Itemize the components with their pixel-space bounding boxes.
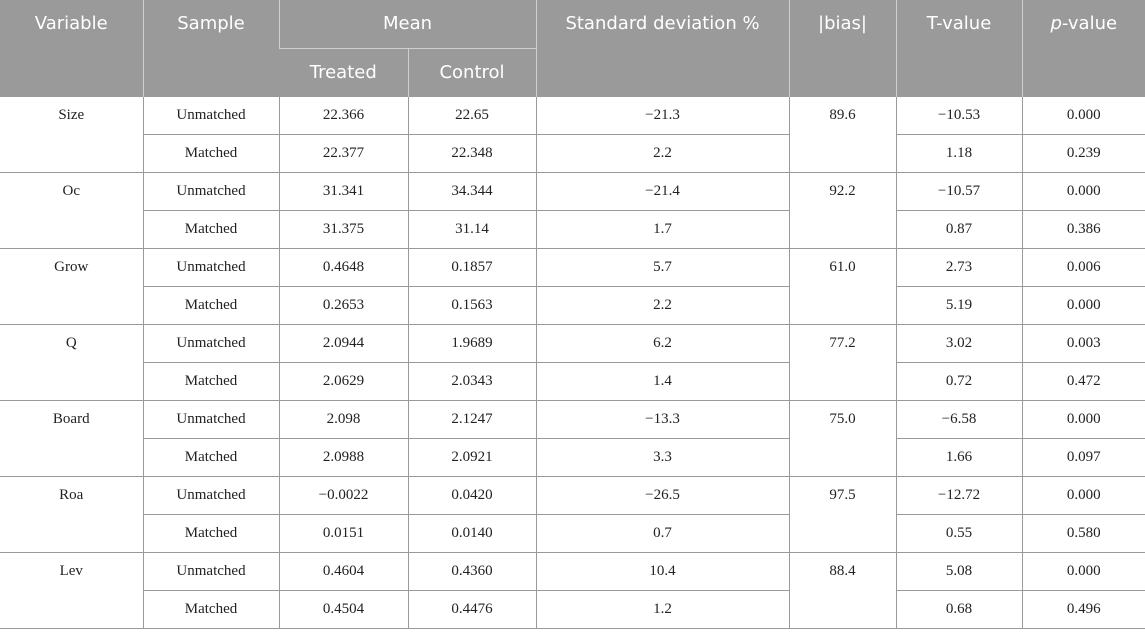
- header-treated: Treated: [279, 48, 408, 96]
- cell-std-deviation: 1.4: [536, 362, 789, 400]
- cell-control: 0.4476: [408, 590, 536, 628]
- cell-treated: 31.341: [279, 172, 408, 210]
- cell-t-value: 0.55: [896, 514, 1022, 552]
- header-bias: |bias|: [789, 0, 896, 96]
- cell-treated: 0.0151: [279, 514, 408, 552]
- cell-bias: 97.5: [789, 476, 896, 552]
- table-row: [0, 514, 1145, 552]
- cell-p-value: 0.000: [1022, 476, 1145, 514]
- table-row: [0, 286, 1145, 324]
- cell-control: 2.0343: [408, 362, 536, 400]
- cell-t-value: 2.73: [896, 248, 1022, 286]
- cell-bias: 75.0: [789, 400, 896, 476]
- cell-treated: 22.366: [279, 96, 408, 134]
- cell-control: 31.14: [408, 210, 536, 248]
- table-row: [0, 590, 1145, 628]
- cell-std-deviation: 6.2: [536, 324, 789, 362]
- header-control: Control: [408, 48, 536, 96]
- cell-p-value: 0.386: [1022, 210, 1145, 248]
- header-t-value: T-value: [896, 0, 1022, 96]
- table-row: [0, 438, 1145, 476]
- table-row: [0, 248, 1145, 286]
- cell-variable: Grow: [0, 248, 143, 324]
- cell-sample: Unmatched: [143, 248, 279, 286]
- cell-treated: 22.377: [279, 134, 408, 172]
- cell-t-value: 3.02: [896, 324, 1022, 362]
- cell-std-deviation: 5.7: [536, 248, 789, 286]
- cell-treated: 2.0988: [279, 438, 408, 476]
- cell-sample: Matched: [143, 286, 279, 324]
- table-row: [0, 324, 1145, 362]
- cell-sample: Unmatched: [143, 476, 279, 514]
- cell-sample: Matched: [143, 514, 279, 552]
- cell-control: 0.0420: [408, 476, 536, 514]
- cell-std-deviation: −21.4: [536, 172, 789, 210]
- cell-control: 22.348: [408, 134, 536, 172]
- cell-t-value: −12.72: [896, 476, 1022, 514]
- cell-p-value: 0.003: [1022, 324, 1145, 362]
- cell-t-value: 5.19: [896, 286, 1022, 324]
- cell-t-value: −6.58: [896, 400, 1022, 438]
- cell-p-value: 0.097: [1022, 438, 1145, 476]
- cell-sample: Matched: [143, 362, 279, 400]
- cell-variable: Board: [0, 400, 143, 476]
- cell-sample: Matched: [143, 134, 279, 172]
- cell-std-deviation: −21.3: [536, 96, 789, 134]
- cell-p-value: 0.580: [1022, 514, 1145, 552]
- table-row: [0, 96, 1145, 134]
- cell-std-deviation: 10.4: [536, 552, 789, 590]
- cell-bias: 77.2: [789, 324, 896, 400]
- cell-bias: 61.0: [789, 248, 896, 324]
- cell-std-deviation: 1.7: [536, 210, 789, 248]
- cell-control: 0.1857: [408, 248, 536, 286]
- cell-p-value: 0.239: [1022, 134, 1145, 172]
- table-row: [0, 172, 1145, 210]
- cell-control: 1.9689: [408, 324, 536, 362]
- cell-treated: 0.4648: [279, 248, 408, 286]
- cell-bias: 89.6: [789, 96, 896, 172]
- cell-variable: Roa: [0, 476, 143, 552]
- cell-control: 22.65: [408, 96, 536, 134]
- cell-std-deviation: 1.2: [536, 590, 789, 628]
- cell-control: 2.0921: [408, 438, 536, 476]
- table-header: [0, 0, 1145, 96]
- table-body: [0, 96, 1145, 628]
- cell-std-deviation: −13.3: [536, 400, 789, 438]
- cell-variable: Oc: [0, 172, 143, 248]
- cell-sample: Unmatched: [143, 324, 279, 362]
- cell-control: 34.344: [408, 172, 536, 210]
- cell-p-value: 0.472: [1022, 362, 1145, 400]
- cell-treated: 2.0944: [279, 324, 408, 362]
- cell-sample: Unmatched: [143, 96, 279, 134]
- cell-t-value: 1.18: [896, 134, 1022, 172]
- cell-sample: Matched: [143, 210, 279, 248]
- cell-p-value: 0.000: [1022, 172, 1145, 210]
- cell-sample: Matched: [143, 438, 279, 476]
- cell-control: 2.1247: [408, 400, 536, 438]
- cell-std-deviation: −26.5: [536, 476, 789, 514]
- table-row: [0, 210, 1145, 248]
- header-std-deviation: Standard deviation %: [536, 0, 789, 96]
- header-p-italic: p: [1050, 13, 1062, 34]
- cell-std-deviation: 2.2: [536, 286, 789, 324]
- table-row: [0, 362, 1145, 400]
- cell-control: 0.0140: [408, 514, 536, 552]
- cell-p-value: 0.000: [1022, 286, 1145, 324]
- cell-bias: 92.2: [789, 172, 896, 248]
- cell-variable: Lev: [0, 552, 143, 628]
- cell-treated: 0.4604: [279, 552, 408, 590]
- cell-t-value: 0.72: [896, 362, 1022, 400]
- cell-p-value: 0.496: [1022, 590, 1145, 628]
- cell-control: 0.1563: [408, 286, 536, 324]
- header-p-value: [1022, 0, 1145, 96]
- cell-treated: 0.4504: [279, 590, 408, 628]
- cell-t-value: 1.66: [896, 438, 1022, 476]
- cell-treated: 2.0629: [279, 362, 408, 400]
- header-sample: Sample: [143, 0, 279, 96]
- header-p-suffix: -value: [1061, 13, 1118, 34]
- cell-t-value: 0.68: [896, 590, 1022, 628]
- cell-variable: Q: [0, 324, 143, 400]
- cell-t-value: −10.57: [896, 172, 1022, 210]
- table-row: [0, 400, 1145, 438]
- cell-t-value: 5.08: [896, 552, 1022, 590]
- cell-variable: Size: [0, 96, 143, 172]
- header-mean: Mean: [279, 0, 536, 48]
- table-row: [0, 476, 1145, 514]
- cell-bias: 88.4: [789, 552, 896, 628]
- cell-t-value: 0.87: [896, 210, 1022, 248]
- cell-std-deviation: 2.2: [536, 134, 789, 172]
- cell-sample: Unmatched: [143, 400, 279, 438]
- cell-p-value: 0.000: [1022, 400, 1145, 438]
- cell-std-deviation: 3.3: [536, 438, 789, 476]
- header-variable: Variable: [0, 0, 143, 96]
- cell-sample: Unmatched: [143, 172, 279, 210]
- cell-treated: −0.0022: [279, 476, 408, 514]
- cell-p-value: 0.000: [1022, 552, 1145, 590]
- cell-treated: 0.2653: [279, 286, 408, 324]
- cell-std-deviation: 0.7: [536, 514, 789, 552]
- cell-sample: Unmatched: [143, 552, 279, 590]
- cell-p-value: 0.006: [1022, 248, 1145, 286]
- cell-treated: 31.375: [279, 210, 408, 248]
- table-row: [0, 552, 1145, 590]
- cell-sample: Matched: [143, 590, 279, 628]
- cell-p-value: 0.000: [1022, 96, 1145, 134]
- cell-control: 0.4360: [408, 552, 536, 590]
- table-row: [0, 134, 1145, 172]
- cell-t-value: −10.53: [896, 96, 1022, 134]
- cell-treated: 2.098: [279, 400, 408, 438]
